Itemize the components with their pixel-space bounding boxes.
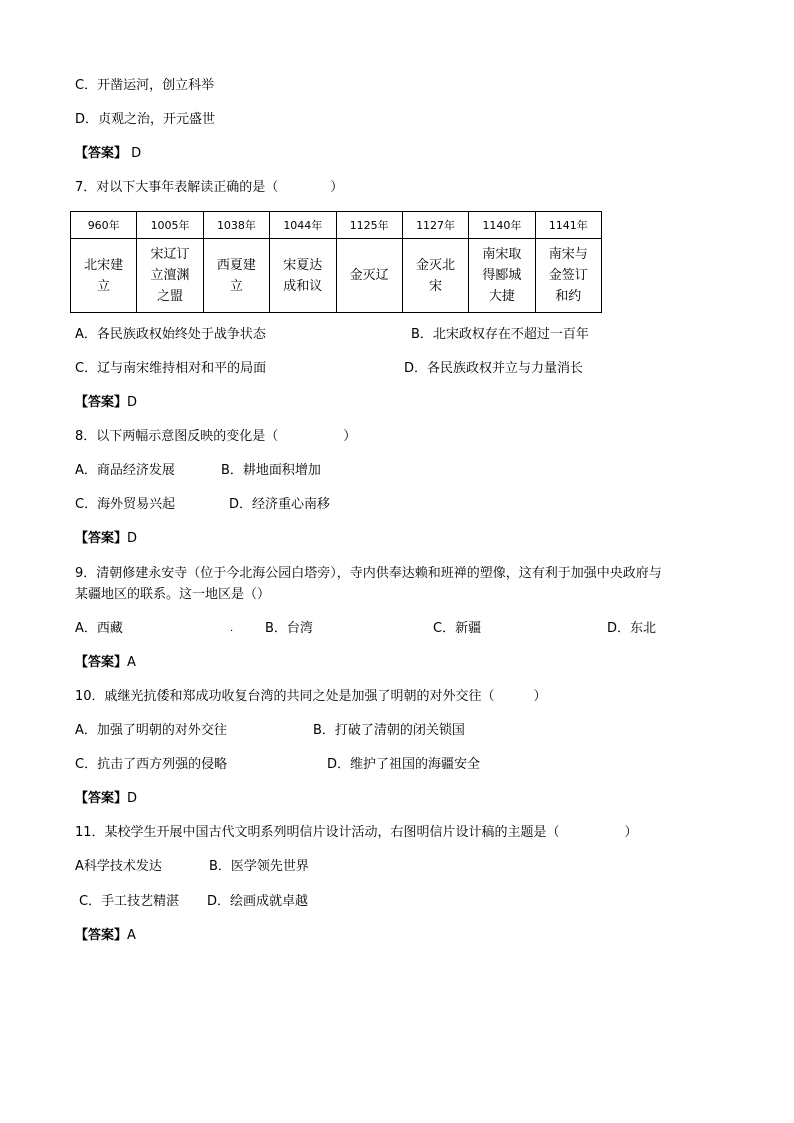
event-text: 南宋取得郾城大捷 [482, 247, 522, 304]
q10-option-a: A．加强了明朝的对外交往 [75, 723, 227, 738]
q10-option-c: C．抗击了西方列强的侵略 [75, 757, 228, 772]
answer-label: 【答案】 [75, 791, 128, 806]
q11-option-c: C．手工技艺精湛 [79, 894, 180, 909]
q8-option-a: A．商品经济发展 [75, 463, 175, 478]
timeline-year-row [71, 212, 602, 239]
timeline-year-cell: 1125年 [336, 212, 402, 239]
timeline-year-cell: 1005年 [137, 212, 203, 239]
timeline-year-cell: 1140年 [469, 212, 535, 239]
timeline-year-cell: 960年 [71, 212, 137, 239]
event-text: 金灭北宋 [416, 257, 456, 294]
timeline-event-cell [270, 239, 336, 313]
q7-option-c: C．辽与南宋维持相对和平的局面 [75, 361, 267, 376]
timeline-event-row [71, 239, 602, 313]
q11-option-a: A科学技术发达 [75, 859, 162, 874]
q8-option-d: D．经济重心南移 [229, 497, 331, 512]
event-text: 西夏建立 [216, 257, 256, 294]
answer-label: 【答案】 [75, 655, 128, 670]
q9-option-c: C．新疆 [433, 621, 482, 636]
q8-stem: 8．以下两幅示意图反映的变化是（ ） [75, 429, 357, 444]
answer-label: 【答案】 [75, 531, 128, 546]
q9-option-d: D．东北 [607, 621, 657, 636]
q11-option-d: D．绘画成就卓越 [207, 894, 309, 909]
q10-stem: 10．戚继光抗倭和郑成功收复台湾的共同之处是加强了明朝的对外交往（ ） [75, 689, 547, 704]
timeline-year-cell: 1038年 [203, 212, 269, 239]
answer-value: A [127, 928, 136, 943]
answer-value: D [127, 146, 142, 161]
event-text: 宋夏达成和议 [283, 257, 323, 294]
answer-value: D [127, 531, 138, 546]
q8-option-b: B．耕地面积增加 [221, 463, 321, 478]
answer-value: A [127, 655, 136, 670]
q10-option-d: D．维护了祖国的海疆安全 [327, 757, 481, 772]
answer-label: 【答案】 [75, 395, 128, 410]
q6-option-d: D．贞观之治，开元盛世 [75, 112, 216, 127]
timeline-event-cell [469, 239, 535, 313]
event-text: 北宋建立 [84, 257, 124, 294]
timeline-year-cell: 1127年 [402, 212, 468, 239]
q11-stem: 11．某校学生开展中国古代文明系列明信片设计活动，右图明信片设计稿的主题是（ ） [75, 825, 638, 840]
answer-value: D [127, 395, 138, 410]
q7-option-a: A．各民族政权始终处于战争状态 [75, 327, 266, 342]
q11-answer [75, 928, 136, 944]
timeline-event-cell [336, 239, 402, 313]
event-text: 金灭辽 [349, 268, 389, 283]
answer-value: D [127, 791, 138, 806]
q10-answer [75, 791, 137, 807]
q10-option-b: B．打破了清朝的闭关锁国 [313, 723, 465, 738]
q6-answer [75, 146, 141, 162]
timeline-event-cell [203, 239, 269, 313]
event-text: 南宋与金签订和约 [548, 247, 588, 304]
q9-option-a: A．西藏 [75, 621, 123, 636]
q7-option-d: D．各民族政权并立与力量消长 [404, 361, 584, 376]
timeline-year-cell: 1044年 [270, 212, 336, 239]
q9-option-b: B．台湾 [265, 621, 313, 636]
q9-answer [75, 655, 136, 671]
answer-label: 【答案】 [75, 146, 128, 161]
q11-option-b: B．医学领先世界 [209, 859, 309, 874]
event-text: 宋辽订立澶渊之盟 [150, 247, 190, 304]
stray-dot: . [230, 623, 234, 634]
answer-label: 【答案】 [75, 928, 128, 943]
timeline-event-cell [535, 239, 601, 313]
q8-answer [75, 531, 137, 547]
timeline-event-cell [71, 239, 137, 313]
q7-answer [75, 395, 137, 411]
q9-stem-line-2: 某疆地区的联系。这一地区是（） [75, 587, 271, 602]
timeline-year-cell: 1141年 [535, 212, 601, 239]
timeline-event-cell [402, 239, 468, 313]
q9-stem-line-1: 9．清朝修建永安寺（位于今北海公园白塔旁），寺内供奉达赖和班禅的塑像，这有利于加强中央政府与 [75, 566, 662, 581]
q7-stem: 7．对以下大事年表解读正确的是（ ） [75, 180, 344, 195]
q7-option-b: B．北宋政权存在不超过一百年 [411, 327, 589, 342]
q6-option-c: C．开凿运河，创立科举 [75, 78, 215, 93]
timeline-table [70, 211, 602, 313]
timeline-event-cell [137, 239, 203, 313]
q8-option-c: C．海外贸易兴起 [75, 497, 176, 512]
